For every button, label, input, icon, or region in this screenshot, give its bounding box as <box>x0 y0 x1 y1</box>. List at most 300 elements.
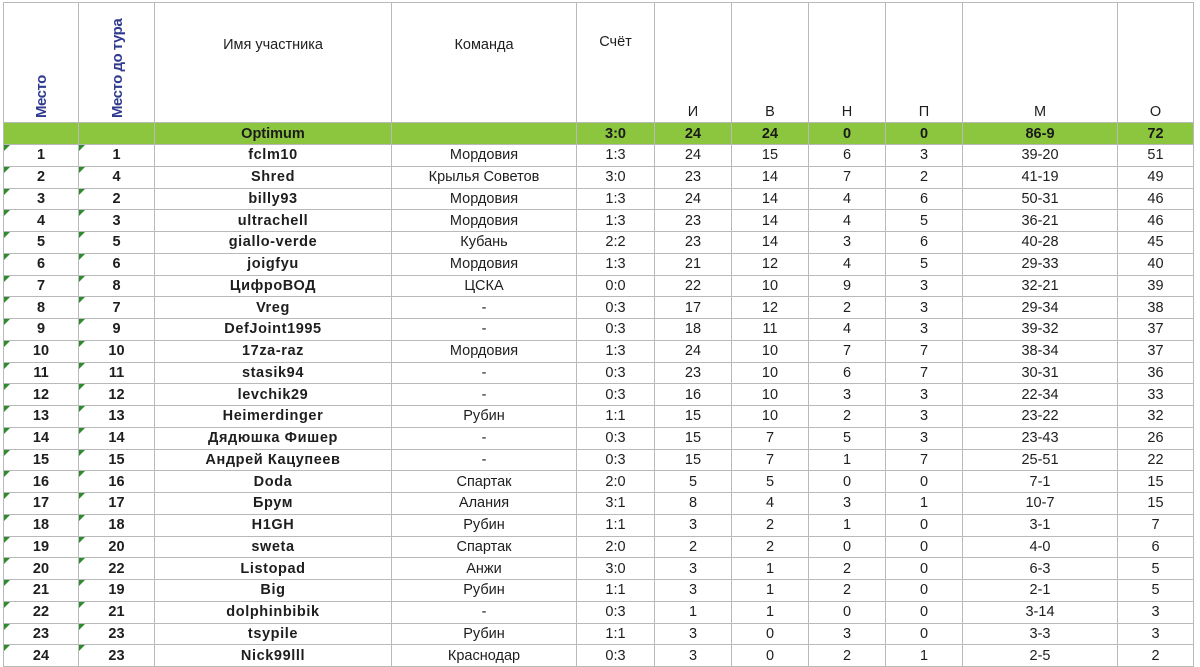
cell-place: 24 <box>4 645 79 667</box>
cell-goals: 23-43 <box>963 427 1118 449</box>
cell-place: 10 <box>4 340 79 362</box>
cell-games: 16 <box>655 384 732 406</box>
cell-place: 22 <box>4 601 79 623</box>
cell-team: Рубин <box>392 623 577 645</box>
cell-draws: 4 <box>809 319 886 341</box>
cell-prev-place: 10 <box>79 340 155 362</box>
cell-name: joigfyu <box>155 253 392 275</box>
cell-name: tsypile <box>155 623 392 645</box>
cell-team: Мордовия <box>392 340 577 362</box>
header-prev-place: Место до тура <box>79 3 155 123</box>
cell-wins: 14 <box>732 232 809 254</box>
cell-wins: 14 <box>732 210 809 232</box>
cell-goals: 50-31 <box>963 188 1118 210</box>
cell-games: 3 <box>655 558 732 580</box>
optimum-draws: 0 <box>809 123 886 145</box>
table-row <box>4 210 1194 232</box>
cell-score: 1:3 <box>577 145 655 167</box>
cell-team: - <box>392 427 577 449</box>
cell-prev-place: 8 <box>79 275 155 297</box>
cell-score: 0:3 <box>577 319 655 341</box>
cell-games: 24 <box>655 188 732 210</box>
cell-place: 20 <box>4 558 79 580</box>
table-row <box>4 319 1194 341</box>
cell-goals: 2-5 <box>963 645 1118 667</box>
cell-team: Мордовия <box>392 188 577 210</box>
cell-goals: 10-7 <box>963 493 1118 515</box>
cell-losses: 5 <box>886 210 963 232</box>
cell-name: Брум <box>155 493 392 515</box>
cell-games: 1 <box>655 601 732 623</box>
header-place: Место <box>4 3 79 123</box>
cell-wins: 7 <box>732 449 809 471</box>
cell-score: 1:3 <box>577 210 655 232</box>
cell-games: 15 <box>655 427 732 449</box>
table-row <box>4 297 1194 319</box>
cell-team: Алания <box>392 493 577 515</box>
table-row <box>4 384 1194 406</box>
cell-prev-place: 9 <box>79 319 155 341</box>
cell-goals: 22-34 <box>963 384 1118 406</box>
cell-losses: 3 <box>886 384 963 406</box>
cell-losses: 0 <box>886 580 963 602</box>
cell-team: Рубин <box>392 406 577 428</box>
cell-goals: 3-14 <box>963 601 1118 623</box>
cell-draws: 3 <box>809 384 886 406</box>
table-row <box>4 427 1194 449</box>
cell-score: 3:0 <box>577 166 655 188</box>
cell-wins: 14 <box>732 188 809 210</box>
table-row <box>4 340 1194 362</box>
table-row <box>4 166 1194 188</box>
header-games: И <box>655 3 732 123</box>
cell-score: 0:3 <box>577 384 655 406</box>
cell-team: Спартак <box>392 471 577 493</box>
cell-name: fclm10 <box>155 145 392 167</box>
cell-score: 1:3 <box>577 188 655 210</box>
cell-name: Vreg <box>155 297 392 319</box>
table-row <box>4 362 1194 384</box>
cell-goals: 4-0 <box>963 536 1118 558</box>
cell-draws: 2 <box>809 558 886 580</box>
cell-goals: 6-3 <box>963 558 1118 580</box>
cell-goals: 23-22 <box>963 406 1118 428</box>
cell-prev-place: 22 <box>79 558 155 580</box>
table-row <box>4 232 1194 254</box>
cell-score: 0:3 <box>577 449 655 471</box>
cell-draws: 2 <box>809 406 886 428</box>
cell-prev-place: 21 <box>79 601 155 623</box>
cell-wins: 10 <box>732 275 809 297</box>
cell-place: 1 <box>4 145 79 167</box>
cell-games: 3 <box>655 623 732 645</box>
cell-points: 39 <box>1118 275 1194 297</box>
cell-prev-place: 13 <box>79 406 155 428</box>
cell-draws: 6 <box>809 362 886 384</box>
cell-wins: 7 <box>732 427 809 449</box>
cell-goals: 41-19 <box>963 166 1118 188</box>
cell-name: H1GH <box>155 514 392 536</box>
cell-draws: 7 <box>809 340 886 362</box>
cell-prev-place: 20 <box>79 536 155 558</box>
table-row <box>4 536 1194 558</box>
cell-games: 24 <box>655 340 732 362</box>
table-row <box>4 188 1194 210</box>
cell-losses: 0 <box>886 514 963 536</box>
cell-losses: 0 <box>886 558 963 580</box>
table-row <box>4 580 1194 602</box>
cell-name: Nick99lll <box>155 645 392 667</box>
optimum-name: Optimum <box>155 123 392 145</box>
cell-games: 23 <box>655 166 732 188</box>
cell-place: 15 <box>4 449 79 471</box>
cell-goals: 39-32 <box>963 319 1118 341</box>
cell-points: 40 <box>1118 253 1194 275</box>
standings-table <box>3 2 1194 667</box>
cell-team: - <box>392 449 577 471</box>
cell-score: 0:0 <box>577 275 655 297</box>
cell-wins: 0 <box>732 645 809 667</box>
cell-points: 37 <box>1118 319 1194 341</box>
cell-place: 13 <box>4 406 79 428</box>
cell-score: 0:3 <box>577 645 655 667</box>
table-row <box>4 471 1194 493</box>
cell-wins: 5 <box>732 471 809 493</box>
cell-team: Рубин <box>392 514 577 536</box>
cell-games: 23 <box>655 362 732 384</box>
cell-losses: 7 <box>886 340 963 362</box>
cell-name: stasik94 <box>155 362 392 384</box>
cell-score: 1:1 <box>577 623 655 645</box>
cell-goals: 36-21 <box>963 210 1118 232</box>
cell-draws: 3 <box>809 623 886 645</box>
cell-draws: 0 <box>809 601 886 623</box>
cell-points: 2 <box>1118 645 1194 667</box>
cell-draws: 6 <box>809 145 886 167</box>
optimum-wins: 24 <box>732 123 809 145</box>
cell-goals: 25-51 <box>963 449 1118 471</box>
cell-points: 5 <box>1118 558 1194 580</box>
cell-name: Doda <box>155 471 392 493</box>
cell-points: 38 <box>1118 297 1194 319</box>
table-row <box>4 493 1194 515</box>
cell-points: 5 <box>1118 580 1194 602</box>
cell-name: Shred <box>155 166 392 188</box>
cell-draws: 4 <box>809 210 886 232</box>
cell-losses: 3 <box>886 427 963 449</box>
header-wins: В <box>732 3 809 123</box>
cell-points: 6 <box>1118 536 1194 558</box>
cell-prev-place: 17 <box>79 493 155 515</box>
cell-games: 3 <box>655 514 732 536</box>
optimum-team <box>392 123 577 145</box>
cell-points: 3 <box>1118 623 1194 645</box>
cell-team: ЦСКА <box>392 275 577 297</box>
cell-prev-place: 15 <box>79 449 155 471</box>
cell-wins: 11 <box>732 319 809 341</box>
optimum-prev-place <box>79 123 155 145</box>
cell-name: Listopad <box>155 558 392 580</box>
cell-place: 11 <box>4 362 79 384</box>
cell-losses: 7 <box>886 449 963 471</box>
cell-name: Heimerdinger <box>155 406 392 428</box>
cell-place: 17 <box>4 493 79 515</box>
cell-prev-place: 3 <box>79 210 155 232</box>
cell-wins: 15 <box>732 145 809 167</box>
cell-score: 1:3 <box>577 253 655 275</box>
cell-points: 3 <box>1118 601 1194 623</box>
cell-draws: 1 <box>809 449 886 471</box>
table-row <box>4 623 1194 645</box>
table-row <box>4 449 1194 471</box>
cell-goals: 3-3 <box>963 623 1118 645</box>
cell-team: - <box>392 362 577 384</box>
cell-place: 4 <box>4 210 79 232</box>
cell-wins: 10 <box>732 362 809 384</box>
cell-goals: 2-1 <box>963 580 1118 602</box>
cell-place: 7 <box>4 275 79 297</box>
cell-team: Рубин <box>392 580 577 602</box>
cell-place: 3 <box>4 188 79 210</box>
header-row <box>4 3 1194 123</box>
cell-points: 36 <box>1118 362 1194 384</box>
cell-name: 17za-raz <box>155 340 392 362</box>
cell-score: 0:3 <box>577 427 655 449</box>
cell-team: Кубань <box>392 232 577 254</box>
optimum-place <box>4 123 79 145</box>
header-score: Счёт <box>577 3 655 123</box>
cell-team: - <box>392 601 577 623</box>
cell-prev-place: 1 <box>79 145 155 167</box>
cell-team: Анжи <box>392 558 577 580</box>
cell-points: 26 <box>1118 427 1194 449</box>
cell-points: 51 <box>1118 145 1194 167</box>
cell-goals: 29-34 <box>963 297 1118 319</box>
cell-games: 18 <box>655 319 732 341</box>
cell-games: 24 <box>655 145 732 167</box>
cell-name: giallo-verde <box>155 232 392 254</box>
cell-games: 5 <box>655 471 732 493</box>
cell-games: 15 <box>655 449 732 471</box>
cell-points: 7 <box>1118 514 1194 536</box>
cell-name: Big <box>155 580 392 602</box>
cell-prev-place: 7 <box>79 297 155 319</box>
cell-wins: 10 <box>732 340 809 362</box>
cell-wins: 2 <box>732 536 809 558</box>
cell-losses: 3 <box>886 319 963 341</box>
header-points: О <box>1118 3 1194 123</box>
cell-wins: 4 <box>732 493 809 515</box>
cell-team: - <box>392 319 577 341</box>
cell-score: 0:3 <box>577 601 655 623</box>
cell-draws: 3 <box>809 493 886 515</box>
table-row <box>4 558 1194 580</box>
cell-prev-place: 23 <box>79 645 155 667</box>
cell-draws: 9 <box>809 275 886 297</box>
cell-points: 46 <box>1118 188 1194 210</box>
header-draws: Н <box>809 3 886 123</box>
cell-wins: 12 <box>732 253 809 275</box>
cell-draws: 2 <box>809 580 886 602</box>
optimum-row <box>4 123 1194 145</box>
cell-losses: 3 <box>886 406 963 428</box>
cell-team: Мордовия <box>392 253 577 275</box>
cell-score: 2:0 <box>577 536 655 558</box>
cell-losses: 3 <box>886 297 963 319</box>
cell-games: 8 <box>655 493 732 515</box>
cell-losses: 0 <box>886 623 963 645</box>
cell-team: - <box>392 297 577 319</box>
cell-prev-place: 12 <box>79 384 155 406</box>
cell-losses: 6 <box>886 188 963 210</box>
table-row <box>4 145 1194 167</box>
cell-team: - <box>392 384 577 406</box>
cell-name: DefJoint1995 <box>155 319 392 341</box>
cell-wins: 10 <box>732 406 809 428</box>
cell-score: 1:3 <box>577 340 655 362</box>
cell-wins: 10 <box>732 384 809 406</box>
cell-points: 45 <box>1118 232 1194 254</box>
cell-score: 1:1 <box>577 580 655 602</box>
cell-score: 1:1 <box>577 406 655 428</box>
cell-goals: 39-20 <box>963 145 1118 167</box>
header-losses: П <box>886 3 963 123</box>
cell-losses: 0 <box>886 536 963 558</box>
cell-losses: 7 <box>886 362 963 384</box>
cell-prev-place: 11 <box>79 362 155 384</box>
cell-wins: 1 <box>732 558 809 580</box>
cell-prev-place: 4 <box>79 166 155 188</box>
optimum-goals: 86-9 <box>963 123 1118 145</box>
cell-games: 23 <box>655 232 732 254</box>
cell-losses: 1 <box>886 645 963 667</box>
cell-draws: 1 <box>809 514 886 536</box>
cell-draws: 5 <box>809 427 886 449</box>
cell-wins: 1 <box>732 601 809 623</box>
cell-goals: 32-21 <box>963 275 1118 297</box>
cell-games: 17 <box>655 297 732 319</box>
cell-place: 8 <box>4 297 79 319</box>
cell-games: 21 <box>655 253 732 275</box>
cell-name: ultrachell <box>155 210 392 232</box>
cell-prev-place: 23 <box>79 623 155 645</box>
cell-prev-place: 6 <box>79 253 155 275</box>
cell-place: 2 <box>4 166 79 188</box>
cell-losses: 3 <box>886 275 963 297</box>
cell-wins: 12 <box>732 297 809 319</box>
cell-prev-place: 19 <box>79 580 155 602</box>
cell-games: 3 <box>655 580 732 602</box>
cell-points: 15 <box>1118 471 1194 493</box>
cell-losses: 3 <box>886 145 963 167</box>
cell-draws: 4 <box>809 253 886 275</box>
cell-score: 0:3 <box>577 297 655 319</box>
cell-name: ЦифроВОД <box>155 275 392 297</box>
cell-score: 1:1 <box>577 514 655 536</box>
cell-losses: 2 <box>886 166 963 188</box>
cell-score: 3:0 <box>577 558 655 580</box>
cell-score: 3:1 <box>577 493 655 515</box>
cell-draws: 0 <box>809 471 886 493</box>
cell-prev-place: 5 <box>79 232 155 254</box>
optimum-losses: 0 <box>886 123 963 145</box>
optimum-score: 3:0 <box>577 123 655 145</box>
cell-draws: 0 <box>809 536 886 558</box>
cell-games: 15 <box>655 406 732 428</box>
cell-place: 18 <box>4 514 79 536</box>
cell-points: 22 <box>1118 449 1194 471</box>
cell-name: billy93 <box>155 188 392 210</box>
cell-name: levchik29 <box>155 384 392 406</box>
cell-wins: 14 <box>732 166 809 188</box>
cell-goals: 30-31 <box>963 362 1118 384</box>
cell-score: 2:0 <box>577 471 655 493</box>
cell-draws: 4 <box>809 188 886 210</box>
cell-games: 22 <box>655 275 732 297</box>
cell-score: 2:2 <box>577 232 655 254</box>
cell-place: 14 <box>4 427 79 449</box>
cell-games: 23 <box>655 210 732 232</box>
cell-wins: 2 <box>732 514 809 536</box>
cell-name: dolphinbibik <box>155 601 392 623</box>
cell-points: 49 <box>1118 166 1194 188</box>
cell-name: Дядюшка Фишер <box>155 427 392 449</box>
cell-draws: 3 <box>809 232 886 254</box>
cell-losses: 0 <box>886 471 963 493</box>
cell-prev-place: 2 <box>79 188 155 210</box>
cell-points: 15 <box>1118 493 1194 515</box>
cell-name: Андрей Кацупеев <box>155 449 392 471</box>
table-row <box>4 253 1194 275</box>
header-goals: М <box>963 3 1118 123</box>
cell-team: Мордовия <box>392 145 577 167</box>
cell-losses: 0 <box>886 601 963 623</box>
cell-draws: 2 <box>809 645 886 667</box>
cell-place: 16 <box>4 471 79 493</box>
table-row <box>4 514 1194 536</box>
cell-losses: 1 <box>886 493 963 515</box>
cell-wins: 0 <box>732 623 809 645</box>
cell-name: sweta <box>155 536 392 558</box>
cell-wins: 1 <box>732 580 809 602</box>
cell-goals: 29-33 <box>963 253 1118 275</box>
cell-score: 0:3 <box>577 362 655 384</box>
cell-goals: 38-34 <box>963 340 1118 362</box>
cell-prev-place: 18 <box>79 514 155 536</box>
cell-games: 2 <box>655 536 732 558</box>
cell-goals: 7-1 <box>963 471 1118 493</box>
cell-team: Спартак <box>392 536 577 558</box>
cell-losses: 5 <box>886 253 963 275</box>
header-team: Команда <box>392 3 577 123</box>
cell-points: 46 <box>1118 210 1194 232</box>
cell-place: 9 <box>4 319 79 341</box>
cell-place: 12 <box>4 384 79 406</box>
cell-games: 3 <box>655 645 732 667</box>
table-row <box>4 275 1194 297</box>
cell-place: 5 <box>4 232 79 254</box>
cell-place: 23 <box>4 623 79 645</box>
cell-team: Мордовия <box>392 210 577 232</box>
header-name: Имя участника <box>155 3 392 123</box>
cell-goals: 40-28 <box>963 232 1118 254</box>
cell-place: 21 <box>4 580 79 602</box>
cell-team: Краснодар <box>392 645 577 667</box>
cell-points: 37 <box>1118 340 1194 362</box>
optimum-points: 72 <box>1118 123 1194 145</box>
table-row <box>4 601 1194 623</box>
cell-place: 19 <box>4 536 79 558</box>
